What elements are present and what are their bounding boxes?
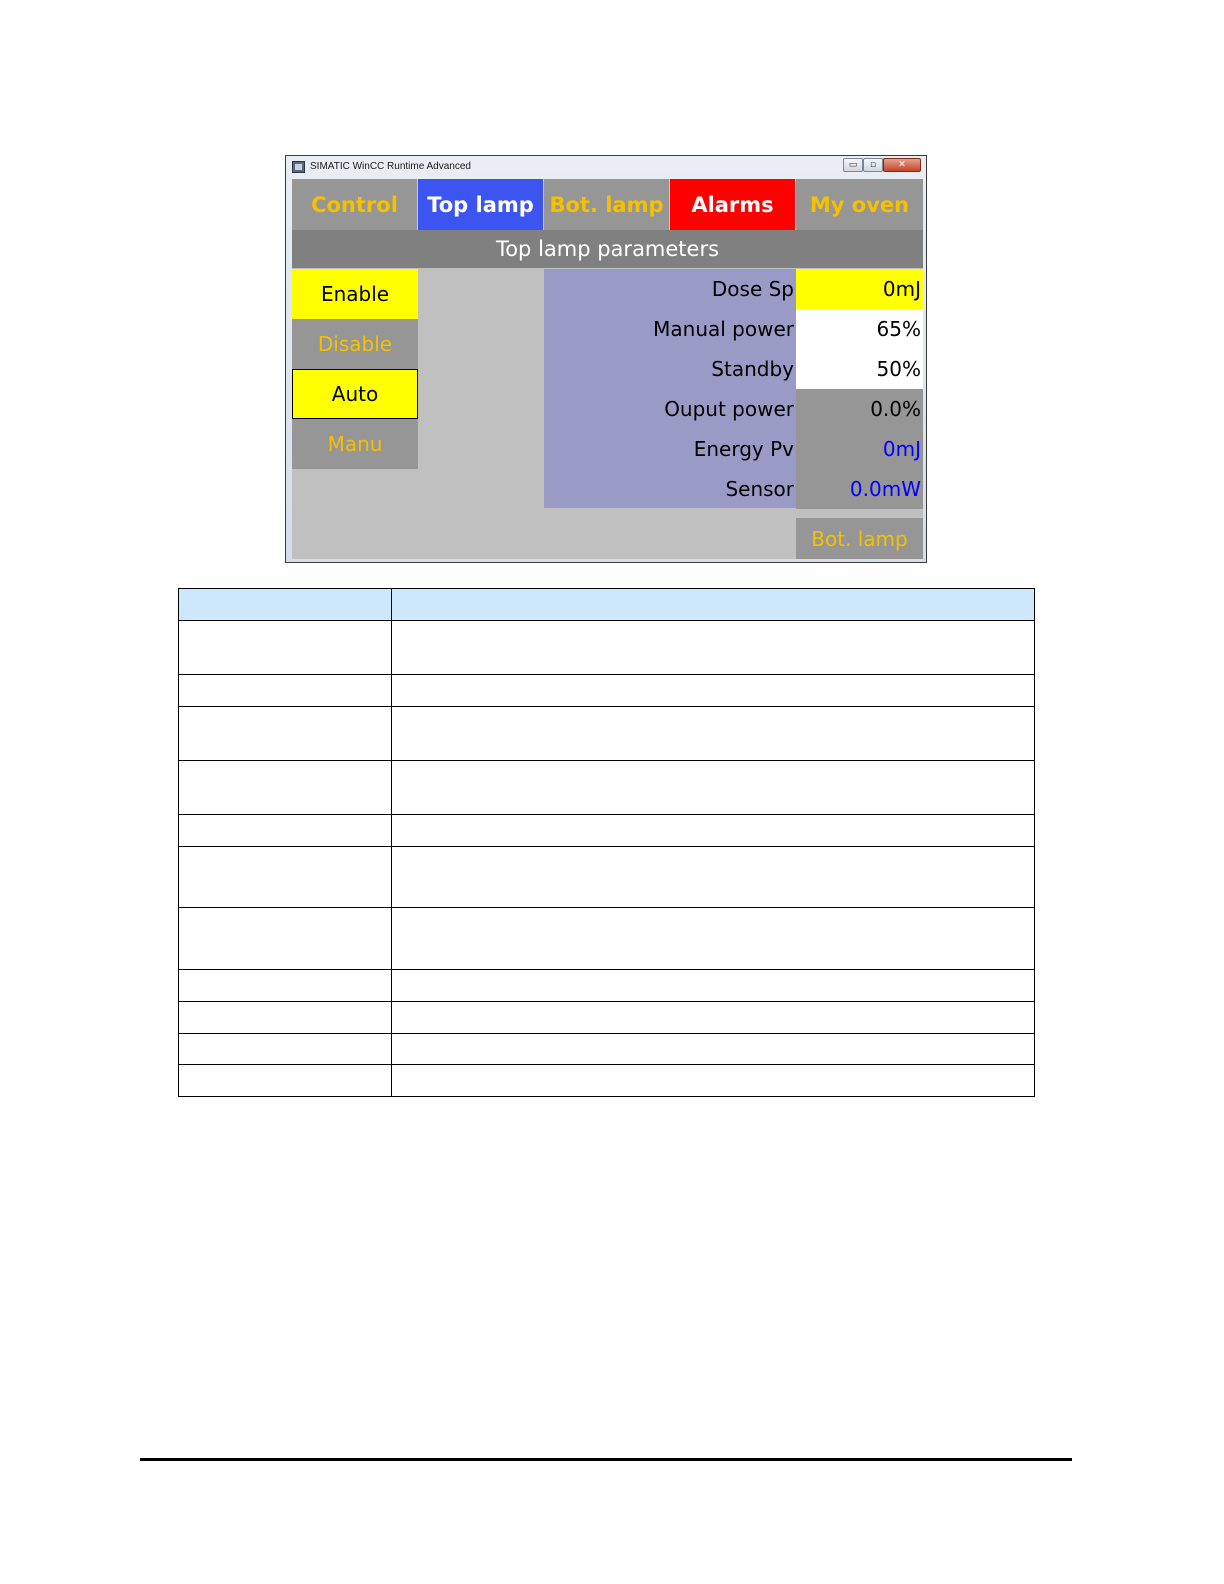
sensor-value: 0.0mW [796, 469, 923, 509]
disable-button[interactable]: Disable [292, 319, 418, 369]
table-row [179, 1034, 1035, 1065]
output-power-value: 0.0% [796, 389, 923, 429]
table-cell [392, 815, 1035, 847]
table-cell [179, 1065, 392, 1097]
bot-lamp-button[interactable]: Bot. lamp [796, 518, 923, 559]
tab-my-oven[interactable]: My oven [796, 179, 923, 230]
table-cell [179, 707, 392, 761]
enable-button[interactable]: Enable [292, 269, 418, 319]
energy-pv-label: Energy Pv [693, 437, 794, 461]
sensor-label: Sensor [725, 477, 794, 501]
manual-power-input[interactable]: 65% [796, 309, 923, 349]
tab-bot-lamp[interactable]: Bot. lamp [544, 179, 670, 230]
table-header-cell [179, 589, 392, 621]
table-cell [179, 908, 392, 970]
manual-power-label: Manual power [653, 317, 794, 341]
table-cell [392, 675, 1035, 707]
table-cell [392, 1034, 1035, 1065]
table-cell [392, 970, 1035, 1002]
table-header-row [179, 589, 1035, 621]
output-power-label: Ouput power [664, 397, 794, 421]
footer-rule [140, 1458, 1072, 1461]
app-icon [292, 161, 305, 173]
standby-input[interactable]: 50% [796, 349, 923, 389]
energy-pv-value: 0mJ [796, 429, 923, 469]
table-row [179, 908, 1035, 970]
table-row [179, 847, 1035, 908]
window-title: SIMATIC WinCC Runtime Advanced [310, 161, 471, 172]
table-cell [179, 847, 392, 908]
table-row [179, 1065, 1035, 1097]
table-cell [179, 815, 392, 847]
tab-top-lamp[interactable]: Top lamp [418, 179, 544, 230]
dose-sp-input[interactable]: 0mJ [796, 269, 923, 309]
table-cell [179, 621, 392, 675]
maximize-button[interactable]: ▫ [863, 158, 883, 172]
table-cell [392, 621, 1035, 675]
table-cell [179, 1034, 392, 1065]
standby-label: Standby [711, 357, 794, 381]
table-cell [392, 1065, 1035, 1097]
dose-sp-label: Dose Sp [711, 277, 794, 301]
table-row [179, 815, 1035, 847]
table-cell [179, 675, 392, 707]
table-row [179, 1002, 1035, 1034]
table-cell [179, 970, 392, 1002]
page-title: Top lamp parameters [292, 230, 923, 268]
tab-alarms[interactable]: Alarms [670, 179, 796, 230]
table-cell [392, 707, 1035, 761]
table-cell [179, 1002, 392, 1034]
wincc-window [285, 155, 927, 563]
table-cell [179, 761, 392, 815]
auto-button[interactable]: Auto [292, 369, 418, 419]
tab-control[interactable]: Control [292, 179, 418, 230]
table-cell [392, 1002, 1035, 1034]
minimize-button[interactable]: ▭ [843, 158, 863, 172]
table-cell [392, 847, 1035, 908]
table-row [179, 761, 1035, 815]
table-row [179, 675, 1035, 707]
table-cell [392, 761, 1035, 815]
table-row [179, 707, 1035, 761]
title-bar[interactable] [286, 156, 926, 178]
close-button[interactable]: ✕ [883, 158, 921, 172]
hmi-screen [292, 179, 923, 559]
table-row [179, 970, 1035, 1002]
table-header-cell [392, 589, 1035, 621]
description-table [178, 588, 1035, 1097]
manu-button[interactable]: Manu [292, 419, 418, 469]
table-cell [392, 908, 1035, 970]
table-row [179, 621, 1035, 675]
